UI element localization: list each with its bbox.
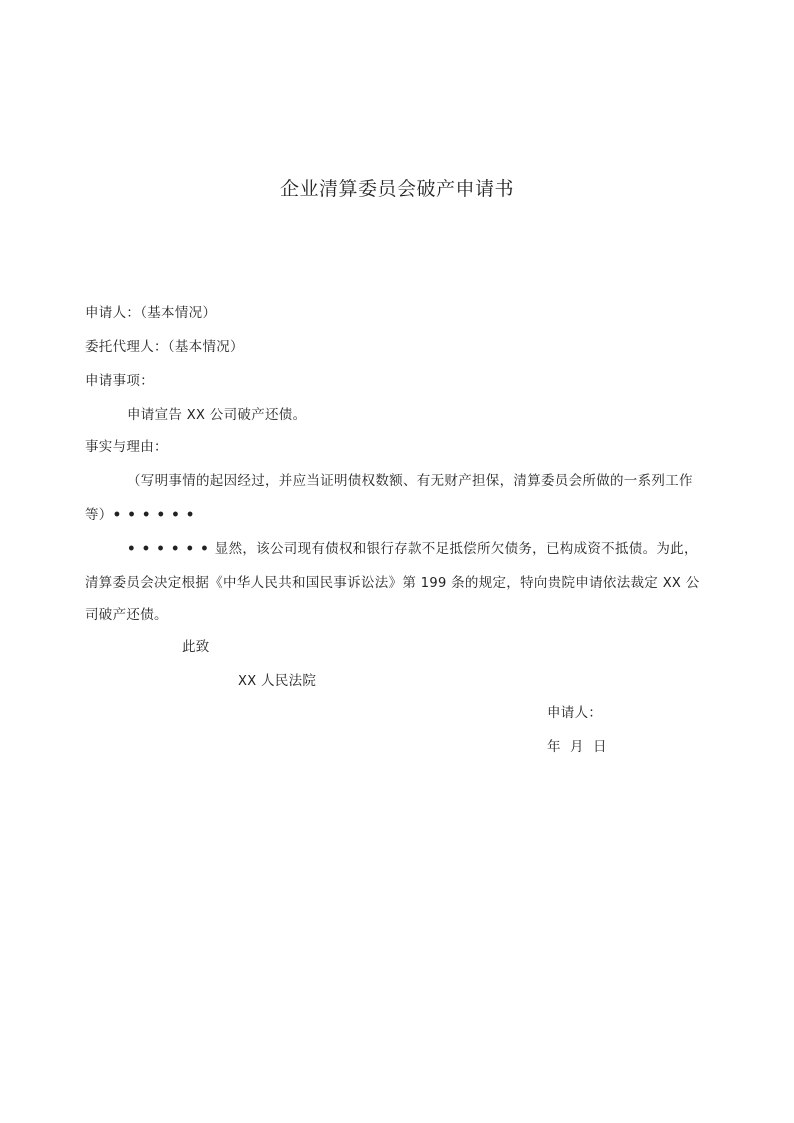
court-placeholder: XX [238,674,257,689]
court-name [238,669,316,689]
ellipsis-dots: •••••• [112,507,201,523]
company-placeholder: XX [662,576,682,591]
facts-heading: 事实与理由： [85,439,168,455]
applicant-line: 申请人：（基本情况） [85,305,217,321]
agent-line: 委托代理人：（基本情况） [85,339,244,355]
court-name-text: 人民法院 [256,673,317,689]
facts-para2-line2-a: 清算委员会决定根据《中华人民共和国民事诉讼法》第 [85,575,421,591]
facts-para2-line1 [127,537,698,557]
facts-para2-line1-text: 显然，该公司现有债权和银行存款不足抵偿所欠债务，已构成资不抵债。为此， [214,541,698,557]
signature-date: 年 月 日 [547,739,607,755]
matters-text [127,403,306,423]
facts-para2-line2 [85,571,700,591]
facts-para2-line2-c: 公 [681,575,700,591]
facts-para2-line3: 司破产还债。 [85,607,168,623]
document-title: 企业清算委员会破产申请书 [279,178,514,200]
facts-para1-line2-text: 等） [85,507,113,523]
facts-para2-line2-b: 条的规定，特向贵院申请依法裁定 [446,575,663,591]
matters-heading: 申请事项： [85,373,154,389]
signature-applicant: 申请人： [547,705,603,721]
facts-para1-line2 [85,503,200,523]
ellipsis-dots: •••••• [127,541,215,557]
facts-para1-line1: （写明事情的起因经过，并应当证明债权数额、有无财产担保，清算委员会所做的一系列工作 [127,473,693,489]
matters-text-prefix: 申请宣告 [127,407,187,423]
law-article-number: 199 [420,576,447,591]
closing-salutation: 此致 [182,639,210,655]
matters-company-placeholder: XX [186,408,206,423]
matters-text-suffix: 公司破产还债。 [205,407,307,423]
